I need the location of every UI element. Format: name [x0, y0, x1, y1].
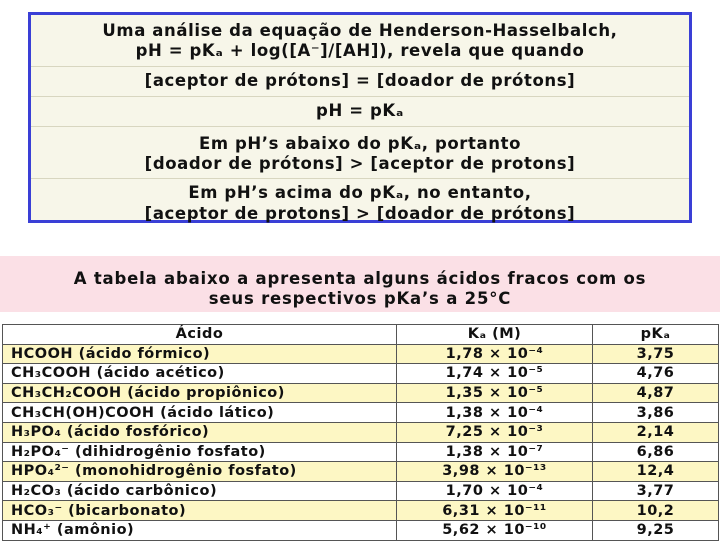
header-ka: Kₐ (M) — [397, 325, 593, 345]
ka-cell: 1,35 × 10⁻⁵ — [397, 383, 593, 403]
box-line-3: [aceptor de prótons] = [doador de prótons] — [144, 71, 576, 90]
box-divider — [31, 96, 689, 97]
header-pka: pKₐ — [593, 325, 719, 345]
ka-cell: 1,38 × 10⁻⁷ — [397, 442, 593, 462]
box-divider — [31, 126, 689, 127]
ka-cell: 1,70 × 10⁻⁴ — [397, 481, 593, 501]
acid-cell: NH₄⁺ (amônio) — [3, 520, 397, 540]
weak-acids-table — [2, 324, 719, 541]
pka-cell: 2,14 — [593, 422, 719, 442]
acid-cell: H₂CO₃ (ácido carbônico) — [3, 481, 397, 501]
box-line-7: Em pH’s acima do pKₐ, no entanto, — [188, 183, 532, 202]
box-line-4: pH = pKₐ — [316, 101, 404, 120]
acid-cell: HCOOH (ácido fórmico) — [3, 344, 397, 364]
pka-cell: 9,25 — [593, 520, 719, 540]
table-row — [3, 383, 719, 403]
pka-cell: 3,75 — [593, 344, 719, 364]
henderson-hasselbalch-box — [28, 12, 692, 223]
table-header-row — [3, 325, 719, 345]
acid-cell: H₃PO₄ (ácido fosfórico) — [3, 422, 397, 442]
table-row — [3, 442, 719, 462]
pka-cell: 3,86 — [593, 403, 719, 423]
box-line-6: [doador de prótons] > [aceptor de protons] — [144, 154, 576, 173]
table-row — [3, 422, 719, 442]
box-divider — [31, 66, 689, 67]
pka-cell: 3,77 — [593, 481, 719, 501]
box-divider — [31, 178, 689, 179]
ka-cell: 6,31 × 10⁻¹¹ — [397, 501, 593, 521]
table-row — [3, 481, 719, 501]
pka-cell: 4,76 — [593, 364, 719, 384]
ka-cell: 1,74 × 10⁻⁵ — [397, 364, 593, 384]
acid-cell: HPO₄²⁻ (monohidrogênio fosfato) — [3, 462, 397, 482]
table-row — [3, 501, 719, 521]
ka-cell: 7,25 × 10⁻³ — [397, 422, 593, 442]
intro-line-2: seus respectivos pKa’s a 25°C — [208, 289, 512, 308]
ka-cell: 3,98 × 10⁻¹³ — [397, 462, 593, 482]
acid-cell: H₂PO₄⁻ (dihidrogênio fosfato) — [3, 442, 397, 462]
ka-cell: 1,78 × 10⁻⁴ — [397, 344, 593, 364]
intro-line-1: A tabela abaixo a apresenta alguns ácidos fracos com os — [73, 269, 647, 288]
box-line-5: Em pH’s abaixo do pKₐ, portanto — [198, 134, 522, 153]
pka-cell: 10,2 — [593, 501, 719, 521]
pka-cell: 4,87 — [593, 383, 719, 403]
table-row — [3, 403, 719, 423]
table-row — [3, 462, 719, 482]
intro-band — [0, 256, 720, 312]
acid-cell: CH₃CH₂COOH (ácido propiônico) — [3, 383, 397, 403]
box-line-2: pH = pKₐ + log([A⁻]/[AH]), revela que quando — [135, 41, 585, 60]
acid-cell: HCO₃⁻ (bicarbonato) — [3, 501, 397, 521]
header-acid: Ácido — [3, 325, 397, 345]
acid-cell: CH₃CH(OH)COOH (ácido lático) — [3, 403, 397, 423]
acid-cell: CH₃COOH (ácido acético) — [3, 364, 397, 384]
pka-cell: 12,4 — [593, 462, 719, 482]
table-row — [3, 344, 719, 364]
ka-cell: 5,62 × 10⁻¹⁰ — [397, 520, 593, 540]
table-row — [3, 520, 719, 540]
box-line-8: [aceptor de protons] > [doador de prótons] — [144, 204, 576, 223]
table-row — [3, 364, 719, 384]
ka-cell: 1,38 × 10⁻⁴ — [397, 403, 593, 423]
pka-cell: 6,86 — [593, 442, 719, 462]
box-line-1: Uma análise da equação de Henderson-Hasselbalch, — [102, 21, 618, 40]
